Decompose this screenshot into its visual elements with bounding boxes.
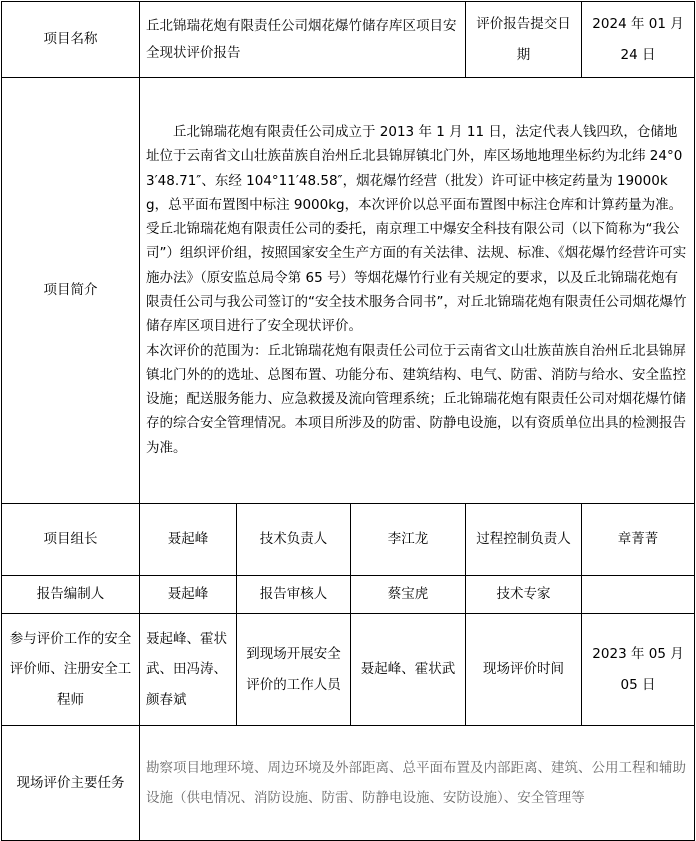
row-report-staff: [2, 576, 695, 614]
reviewer-value: 蔡宝虎: [351, 576, 466, 614]
evaluators-value: 聂起峰、霍状武、田冯涛、颜春斌: [140, 614, 237, 726]
leader-value: 聂起峰: [140, 504, 237, 576]
evaluators-label: 参与评价工作的安全评价师、注册安全工程师: [2, 614, 140, 726]
row-evaluators: [2, 614, 695, 726]
tech-lead-value: 李江龙: [351, 504, 466, 576]
tasks-label: 现场评价主要任务: [2, 726, 140, 841]
project-name-label: 项目名称: [2, 2, 140, 78]
onsite-staff-label: 到现场开展安全评价的工作人员: [237, 614, 351, 726]
row-project-name: [2, 2, 695, 78]
author-label: 报告编制人: [2, 576, 140, 614]
submit-date-label: 评价报告提交日期: [466, 2, 582, 78]
project-intro-text: [140, 78, 695, 504]
reviewer-label: 报告审核人: [237, 576, 351, 614]
project-intro-label: 项目简介: [2, 78, 140, 504]
project-name-value: 丘北锦瑞花炮有限责任公司烟花爆竹储存库区项目安全现状评价报告: [140, 2, 466, 78]
tech-lead-label: 技术负责人: [237, 504, 351, 576]
onsite-staff-value: 聂起峰、霍状武: [351, 614, 466, 726]
process-lead-label: 过程控制负责人: [466, 504, 582, 576]
process-lead-value: 章菁菁: [582, 504, 695, 576]
onsite-time-value: 2023 年 05 月 05 日: [582, 614, 695, 726]
author-value: 聂起峰: [140, 576, 237, 614]
submit-date-value: 2024 年 01 月 24 日: [582, 2, 695, 78]
leader-label: 项目组长: [2, 504, 140, 576]
evaluation-info-table: [1, 1, 695, 841]
row-leaders: [2, 504, 695, 576]
intro-paragraph-1: 丘北锦瑞花炮有限责任公司成立于 2013 年 1 月 11 日，法定代表人钱四玖，仓储地址位于云南省文山壮族苗族自治州丘北县锦屏镇北门外，库区场地地理坐标约为北纬 24°03′48.71″、东经 104°11′48.58″，烟花爆竹经营（批发）许可证中核定药量为 19000kg，总平面布置图中标注 9000kg，本次评价以总平面布置图中标注仓库和计算药量为准。受丘北锦瑞花炮有限责任公司的委托，南京理工中爆安全科技有限公司（以下简称为“我公司”）组织评价组，按照国家安全生产方面的有关法律、法规、标准、《烟花爆竹经营许可实施办法》（原安监总局令第 65 号）等烟花爆竹行业有关规定的要求，以及丘北锦瑞花炮有限责任公司与我公司签订的“安全技术服务合同书”，对丘北锦瑞花炮有限责任公司烟花爆竹储存库区项目进行了安全现状评价。: [146, 123, 687, 335]
row-onsite-tasks: [2, 726, 695, 841]
row-project-intro: [2, 78, 695, 504]
tasks-value: 勘察项目地理环境、周边环境及外部距离、总平面布置及内部距离、建筑、公用工程和辅助设施（供电情况、消防设施、防雷、防静电设施、安防设施）、安全管理等: [140, 726, 695, 841]
expert-label: 技术专家: [466, 576, 582, 614]
intro-paragraph-2: 本次评价的范围为：丘北锦瑞花炮有限责任公司位于云南省文山壮族苗族自治州丘北县锦屏镇北门外的的选址、总图布置、功能分布、建筑结构、电气、防雷、消防与给水、安全监控设施；配送服务能力、应急救援及流向管理系统；丘北锦瑞花炮有限责任公司对烟花爆竹储存的综合安全管理情况。本项目所涉及的防雷、防静电设施，以有资质单位出具的检测报告为准。: [146, 342, 686, 456]
onsite-time-label: 现场评价时间: [466, 614, 582, 726]
expert-value: [582, 576, 695, 614]
